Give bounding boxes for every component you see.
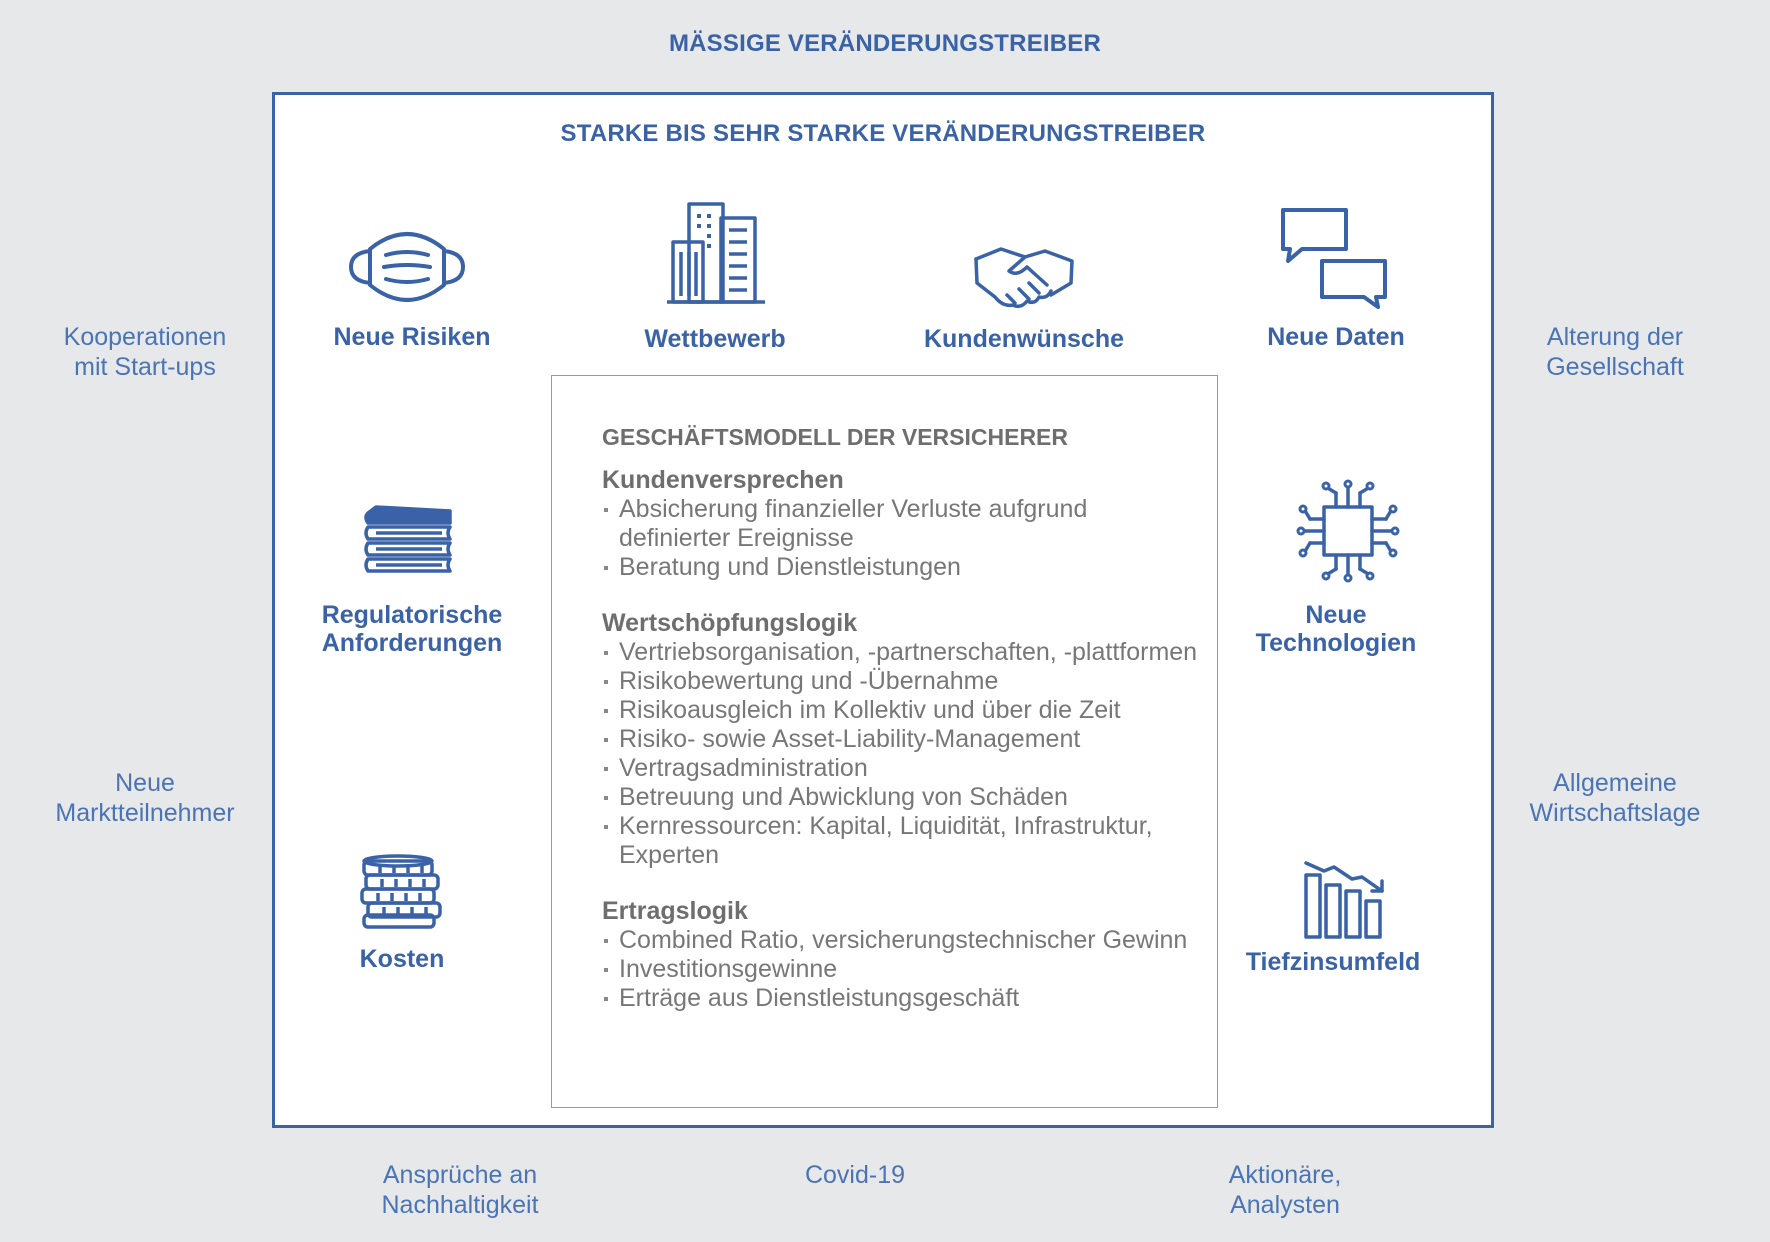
bullet-list [602,926,1202,1013]
section-wertschoepfungslogik [602,608,1202,870]
list-item: Erträge aus Dienstleistungsgeschäft [602,984,1202,1013]
bullet-list [602,495,1202,582]
list-item: Beratung und Dienstleistungen [602,553,1202,582]
bullet-list [602,638,1202,870]
driver-neue-risiken: Neue Risiken [333,323,491,351]
section-heading: Wertschöpfungslogik [602,609,858,637]
outer-label-alterung: Alterung der Gesellschaft [1546,323,1684,381]
outer-label-covid: Covid-19 [804,1161,906,1189]
driver-kosten: Kosten [359,945,445,973]
list-item: Betreuung und Abwicklung von Schäden [602,783,1202,812]
driver-neue-technologien: Neue Technologien [1255,601,1417,657]
outer-heading: MÄSSIGE VERÄNDERUNGSTREIBER [668,30,1102,57]
driver-tiefzinsumfeld: Tiefzinsumfeld [1245,948,1421,976]
section-heading: Ertragslogik [602,897,748,925]
business-model-content [602,424,1202,1039]
list-item: Vertriebsorganisation, -partnerschaften, -plattformen [602,638,1202,667]
outer-label-aktionaere: Aktionäre, Analysten [1228,1161,1342,1219]
driver-wettbewerb: Wettbewerb [644,325,786,353]
driver-neue-daten: Neue Daten [1267,323,1405,351]
list-item: Absicherung finanzieller Verluste aufgrund definierter Ereignisse [602,495,1202,553]
business-model-title: GESCHÄFTSMODELL DER VERSICHERER [602,424,1069,450]
outer-label-marktteilnehmer: Neue Marktteilnehmer [55,769,235,827]
coins-icon [360,853,446,931]
chip-icon [1296,479,1400,583]
outer-label-nachhaltigkeit: Ansprüche an Nachhaltigkeit [381,1161,539,1219]
list-item: Vertragsadministration [602,754,1202,783]
list-item: Kernressourcen: Kapital, Liquidität, Infrastruktur, Experten [602,812,1202,870]
list-item: Combined Ratio, versicherungstechnischer Gewinn [602,926,1202,955]
list-item: Risikoausgleich im Kollektiv und über die Zeit [602,696,1202,725]
outer-label-kooperationen: Kooperationen mit Start-ups [63,323,227,381]
section-heading: Kundenversprechen [602,466,844,494]
face-mask-icon [348,225,466,309]
list-item: Investitionsgewinne [602,955,1202,984]
driver-kundenwuensche: Kundenwünsche [923,325,1124,353]
section-ertragslogik [602,896,1202,1013]
handshake-icon [973,245,1075,313]
business-model-box [551,375,1218,1108]
section-kundenversprechen [602,465,1202,582]
declining-bars-icon [1302,857,1394,941]
inner-heading: STARKE BIS SEHR STARKE VERÄNDERUNGSTREIBER [560,120,1206,147]
list-item: Risikobewertung und -Übernahme [602,667,1202,696]
driver-regulatorische-anforderungen: Regulatorische Anforderungen [321,601,503,657]
buildings-icon [665,200,769,308]
books-icon [362,503,458,577]
chat-bubbles-icon [1280,207,1388,309]
outer-label-wirtschaftslage: Allgemeine Wirtschaftslage [1529,769,1701,827]
list-item: Risiko- sowie Asset-Liability-Management [602,725,1202,754]
